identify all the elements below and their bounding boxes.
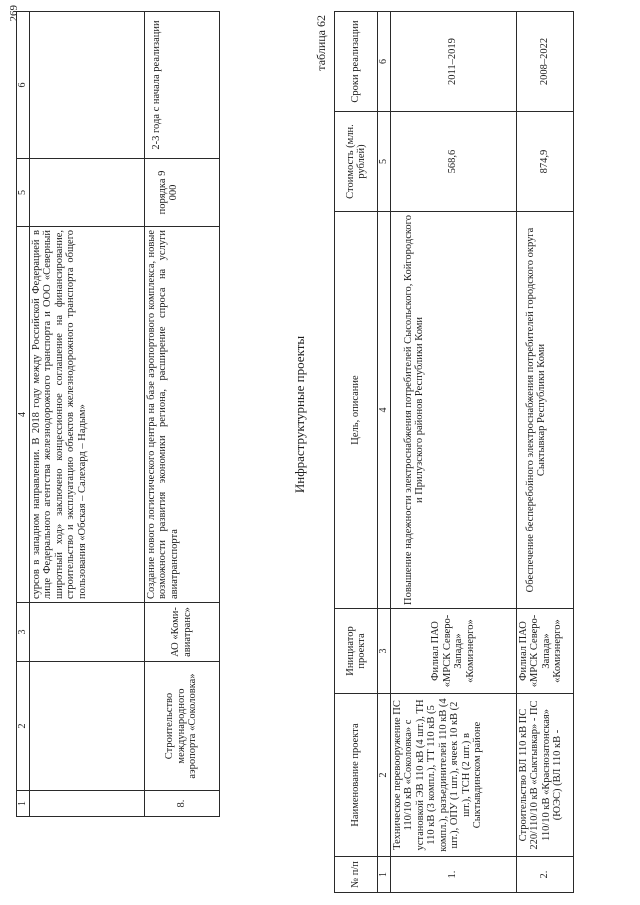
column-number: 1 (378, 857, 391, 893)
column-number: 6 (17, 12, 30, 159)
row-number: 8. (144, 791, 219, 817)
table-row (144, 12, 219, 817)
table-header-row (335, 12, 378, 893)
project-name: Строительство международного аэропорта «Соколовка» (144, 662, 219, 791)
column-header: Стоимость (млн. рублей) (335, 112, 378, 212)
project-term: 2-3 года с начала реализации (144, 12, 219, 159)
project-term: 2011–2019 (390, 12, 516, 112)
column-header: № п/п (335, 857, 378, 893)
column-number: 5 (17, 159, 30, 227)
project-term: 2008–2022 (516, 12, 573, 112)
column-header: Цель, описание (335, 212, 378, 609)
project-name: Техническое перевооружение ПС 110/10 кВ «Соколовка» с установкой ЭВ 110 кВ (4 шт.), ТН 110 кВ (3 компл.), ТТ 110 кВ (5 компл.), разъединителей 110 кВ (4 шт.), ОПУ (1 шт.), ячеек 10 кВ (2 шт.), ТСН (2 шт.) в Сыктывдинском районе (390, 694, 516, 857)
column-header: Инициатор проекта (335, 609, 378, 694)
project-initiator: АО «Коми-авиатранс» (144, 603, 219, 662)
row-number: 1. (390, 857, 516, 893)
column-header: Сроки реализации (335, 12, 378, 112)
column-number: 2 (378, 694, 391, 857)
project-cost: 568,6 (390, 112, 516, 212)
continued-description: сурсов в западном направлении. В 2018 году между Российской Федерацией в лице Федерального агентства железнодорожного транспорта и ООО «Северный широтный ход» заключено концессионное соглашение на финансирование, строительство и эксплуатацию объектов железнодорожного транспорта общего пользования «Обская – Салехард – Надым» (29, 227, 144, 603)
project-cost: 874,9 (516, 112, 573, 212)
table-row (390, 12, 516, 893)
column-number: 5 (378, 112, 391, 212)
column-number: 3 (17, 603, 30, 662)
project-cost: порядка 9 000 (144, 159, 219, 227)
project-initiator: Филиал ПАО «МРСК Северо-Запада» «Комиэнерго» (390, 609, 516, 694)
project-name: Строительство ВЛ 110 кВ ПС 220/110/10 кВ «Сыктывкар» - ПС 110/10 кВ «Краснозатонская» (ЮЭС) (ВЛ 110 кВ - (516, 694, 573, 857)
project-description: Создание нового логистического центра на базе аэропортового комплекса, новые возможности развития экономики региона, расширение спроса на услуги авиатранспорта (144, 227, 219, 603)
table-row (516, 12, 573, 893)
project-description: Обеспечение бесперебойного электроснабжения потребителей городского округа Сыктывкар Республики Коми (516, 212, 573, 609)
column-header: Наименование проекта (335, 694, 378, 857)
row-number: 2. (516, 857, 573, 893)
top-table (16, 11, 220, 817)
column-number: 4 (378, 212, 391, 609)
project-initiator: Филиал ПАО «МРСК Северо-Запада» «Комиэнерго» (516, 609, 573, 694)
table-row (29, 12, 144, 817)
column-number: 4 (17, 227, 30, 603)
column-number: 3 (378, 609, 391, 694)
column-number: 1 (17, 791, 30, 817)
table-label: таблица 62 (314, 15, 328, 71)
top-table-column-numbers (17, 12, 30, 817)
bottom-table-column-numbers (378, 12, 391, 893)
column-number: 6 (378, 12, 391, 112)
section-title: Инфраструктурные проекты (292, 335, 307, 494)
page-number: 269 (8, 5, 20, 22)
project-description: Повышение надежности электроснабжения потребителей Сысольского, Койгородского и Прилузского районов Республики Коми (390, 212, 516, 609)
infrastructure-projects-table (334, 11, 574, 893)
column-number: 2 (17, 662, 30, 791)
